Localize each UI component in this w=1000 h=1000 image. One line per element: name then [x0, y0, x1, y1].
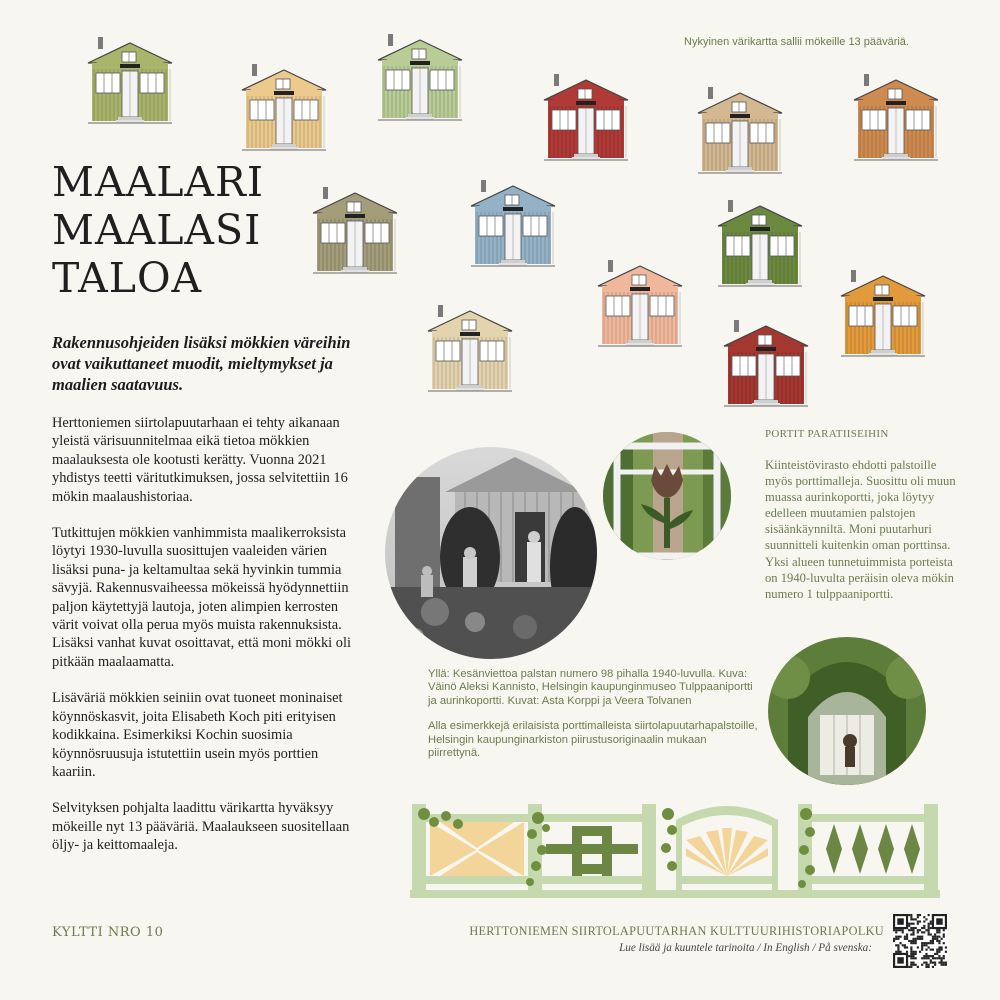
- body-paragraph-3: Lisäväriä mökkien seiniin ovat tuoneet moninaiset köynnöskasvit, joita Elisabeth Koch piti erityisen kodikkaina. Esimerkiksi Kochin suosimia köynnösruusuja istutettiin usein myös porttien kaariin.: [52, 690, 343, 780]
- photo-caption: [428, 668, 758, 772]
- sun-gate-photo: [768, 637, 926, 785]
- body-paragraph-4: Selvityksen pohjalta laadittu värikartta hyväksyy mökeille nyt 13 pääväriä. Maalaukseen suositellaan öljy- ja keittomaaleja.: [52, 800, 350, 854]
- color-chart-note: Nykyinen värikartta sallii mökeille 13 pääväriä.: [684, 36, 909, 48]
- side-heading: PORTIT PARATIISEIHIN: [765, 428, 889, 440]
- page-title: [52, 158, 352, 302]
- trail-subtitle: Lue lisää ja kuuntele tarinoita / In English / På svenska:: [619, 942, 872, 954]
- title-line-1: MAALARI: [52, 158, 265, 206]
- cottage-11: [833, 268, 933, 358]
- body-paragraph-1: Herttoniemen siirtolapuutarhaan ei tehty aikanaan yleistä värisuunnitelmaa eikä tietoa mökkien maalauksesta ole kootusti kerätty. Vuonna 2021 yhdistys teetti väritutkimuksen, jossa selvitettiin 16 mökin maalaushistoriaa.: [52, 415, 348, 505]
- tulip-gate-photo: [603, 432, 731, 560]
- cottage-3: [370, 32, 470, 122]
- body-paragraph-2: Tutkittujen mökkien vanhimmista maalikerroksista löytyi 1930-luvulla suosittujen vaaleiden värien lisäksi puna- ja keltamultaa sekä hyvinkin tummia sävyjä. Rakennusvaiheessa mökeissä hyödynnettiin paljon käytettyjä lautoja, joten alimpien kerrosten värit voivat olla perua myös muista rakennuksista. Lisäksi vanhat kuvat osoittavat, että moni mökki oli pitkään maalaamatta.: [52, 525, 351, 670]
- lede-paragraph: Rakennusohjeiden lisäksi mökkien väreihin ovat vaikuttaneet muodit, mieltymykset ja maalien saatavuus.: [52, 333, 351, 394]
- cottage-8: [463, 178, 563, 268]
- historic-photo: [385, 447, 597, 659]
- title-line-2: MAALASI: [52, 206, 262, 254]
- cottage-2: [234, 62, 334, 152]
- gate-models-illustration: [410, 800, 940, 900]
- cottage-9: [710, 198, 810, 288]
- cottage-6: [846, 72, 946, 162]
- side-text: Kiinteistövirasto ehdotti palstoille myös porttimalleja. Suosittu oli muun muassa aurinkoportti, joka löytyy edelleen muutamien palstojen sisäänkäynniltä. Moni puutarhuri suunnitteli kuitenkin oman porttinsa. Yksi alueen tunnetuimmista porteista on 1940-luvulta peräisin oleva mökin numero 1 tulppaaniportti.: [765, 458, 956, 601]
- cottage-5: [690, 85, 790, 175]
- qr-code[interactable]: [893, 914, 947, 968]
- title-line-3: TALOA: [52, 254, 203, 302]
- cottage-1: [80, 35, 180, 125]
- sign-number: KYLTTI NRO 10: [52, 925, 164, 940]
- caption-paragraph-2: Alla esimerkkejä erilaisista porttimalleista siirtolapuutarhapalstoille, Helsingin kaupunginarkiston piirustusoriginaalin mukaan piirrettynä.: [428, 720, 758, 760]
- cottage-10: [590, 258, 690, 348]
- cottage-12: [420, 303, 520, 393]
- caption-paragraph-1: Yllä: Kesänviettoa palstan numero 98 pihalla 1940-luvulla. Kuva: Väinö Aleksi Kannisto, Helsingin kaupunginmuseo Tulppaaniportti ja aurinkoportti. Kuvat: Asta Korppi ja Veera Tolvanen: [428, 668, 753, 707]
- cottage-13: [716, 318, 816, 408]
- body-text: [52, 414, 352, 873]
- trail-title: HERTTONIEMEN SIIRTOLAPUUTARHAN KULTTUURIHISTORIAPOLKU: [469, 924, 884, 938]
- cottage-4: [536, 72, 636, 162]
